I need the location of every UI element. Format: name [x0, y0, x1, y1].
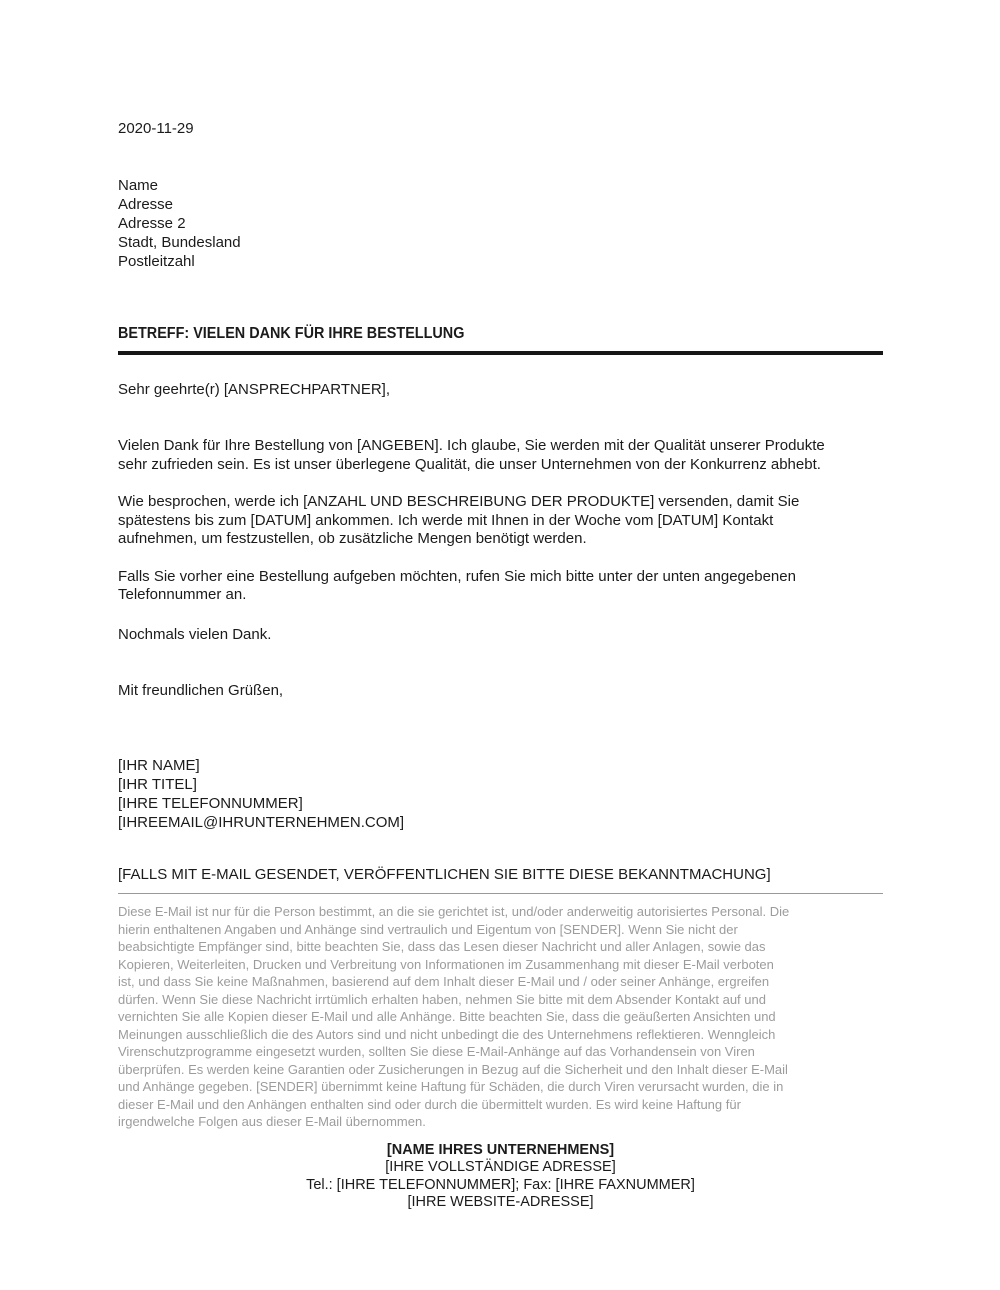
disclaimer-divider [118, 893, 883, 894]
footer-website: [IHRE WEBSITE-ADRESSE] [407, 1194, 594, 1210]
recipient-postal-code: Postleitzahl [118, 253, 195, 270]
recipient-city-state: Stadt, Bundesland [118, 234, 241, 251]
email-disclaimer [118, 903, 883, 1131]
disclaimer-line: dürfen. Wenn Sie diese Nachricht irrtümlich erhalten haben, nehmen Sie bitte mit dem Absender Kontakt auf und [118, 991, 766, 1007]
thanks-line: Nochmals vielen Dank. [118, 625, 272, 643]
disclaimer-line: Kopieren, Weiterleiten, Drucken und Verbreitung von Informationen im Zusammenhang mit dieser E-Mail verboten [118, 956, 774, 972]
disclaimer-line: beabsichtigte Empfänger sind, bitte beachten Sie, dass das Lesen dieser Nachricht und aller Anlagen, sowie das [118, 939, 766, 954]
disclaimer-line: Diese E-Mail ist nur für die Person bestimmt, an die sie gerichtet ist, und/oder anderweitig autorisiertes Personal. Die [118, 904, 790, 919]
subject-underline-rule [118, 351, 883, 355]
footer-phone-fax: Tel.: [IHRE TELEFONNUMMER]; Fax: [IHRE FAXNUMMER] [306, 1176, 695, 1193]
body-paragraph-2: Wie besprochen, werde ich [ANZAHL UND BESCHREIBUNG DER PRODUKTE] versenden, damit Sie spätestens bis zum [DATUM] ankommen. Ich werde mit Ihnen in der Woche vom [DATUM] Kontakt aufnehmen, um festzustellen, ob zusätzliche Mengen benötigt werden. [118, 493, 800, 547]
disclaimer-line: Meinungen ausschließlich die des Autors sind und nicht unbedingt die des Unternehmens reflektieren. Wenngleich [118, 1026, 776, 1042]
recipient-address-line-2: Adresse 2 [118, 215, 186, 232]
disclaimer-line: hierin enthaltenen Angaben und Anhänge sind vertraulich und Eigentum von [SENDER]. Wenn Sie nicht der [118, 921, 738, 937]
signature-name: [IHR NAME] [118, 757, 200, 774]
disclaimer-line: überprüfen. Es werden keine Garantien oder Zusicherungen in Bezug auf die Sicherheit und den Inhalt dieser E-Mail [118, 1061, 788, 1077]
disclaimer-line: ist, und dass Sie keine Maßnahmen, basierend auf dem Inhalt dieser E-Mail und / oder seiner Anhänge, ergreifen [118, 974, 770, 989]
salutation: Sehr geehrte(r) [ANSPRECHPARTNER], [118, 381, 391, 398]
signature-email: [IHREEMAIL@IHRUNTERNEHMEN.COM] [118, 814, 405, 831]
signature-block [118, 756, 883, 832]
closing-line: Mit freundlichen Grüßen, [118, 682, 284, 699]
disclaimer-line: vernichten Sie alle Kopien dieser E-Mail und alle Anhänge. Bitte beachten Sie, dass die geäußerten Ansichten und [118, 1009, 776, 1024]
disclaimer-line: dieser E-Mail und den Anhängen enthalten sind oder durch die übermittelt wurden. Es wird keine Haftung für [118, 1096, 741, 1112]
body-paragraph-3: Falls Sie vorher eine Bestellung aufgeben möchten, rufen Sie mich bitte unter der unten angegebenen Telefonnummer an. [118, 567, 796, 603]
letter-date: 2020-11-29 [118, 120, 194, 137]
body-paragraph-1: Vielen Dank für Ihre Bestellung von [ANGEBEN]. Ich glaube, Sie werden mit der Qualität unserer Produkte sehr zufrieden sein. Es ist unser überlegene Qualität, die unser Unternehmen von der Konkurrenz abhebt. [118, 437, 825, 473]
recipient-address-block [118, 176, 883, 271]
email-publish-notice: [FALLS MIT E-MAIL GESENDET, VERÖFFENTLICHEN SIE BITTE DIESE BEKANNTMACHUNG] [118, 866, 771, 883]
footer-company-address: [IHRE VOLLSTÄNDIGE ADRESSE] [385, 1159, 616, 1175]
recipient-name: Name [118, 177, 159, 194]
disclaimer-line: irgendwelche Folgen aus dieser E-Mail übernommen. [118, 1114, 426, 1129]
signature-phone: [IHRE TELEFONNUMMER] [118, 795, 303, 812]
disclaimer-line: Virenschutzprogramme eingesetzt wurden, sollten Sie diese E-Mail-Anhänge auf das Vorhandensein von Viren [118, 1044, 755, 1059]
footer-company-name: [NAME IHRES UNTERNEHMENS] [386, 1141, 615, 1158]
disclaimer-line: und Anhänge gegeben. [SENDER] übernimmt keine Haftung für Schäden, die durch Viren verursacht wurden, die in [118, 1079, 784, 1094]
subject-line: BETREFF: VIELEN DANK FÜR IHRE BESTELLUNG [118, 325, 465, 342]
recipient-address-line-1: Adresse [118, 196, 174, 213]
company-footer [118, 1142, 883, 1212]
signature-title: [IHR TITEL] [118, 776, 197, 793]
